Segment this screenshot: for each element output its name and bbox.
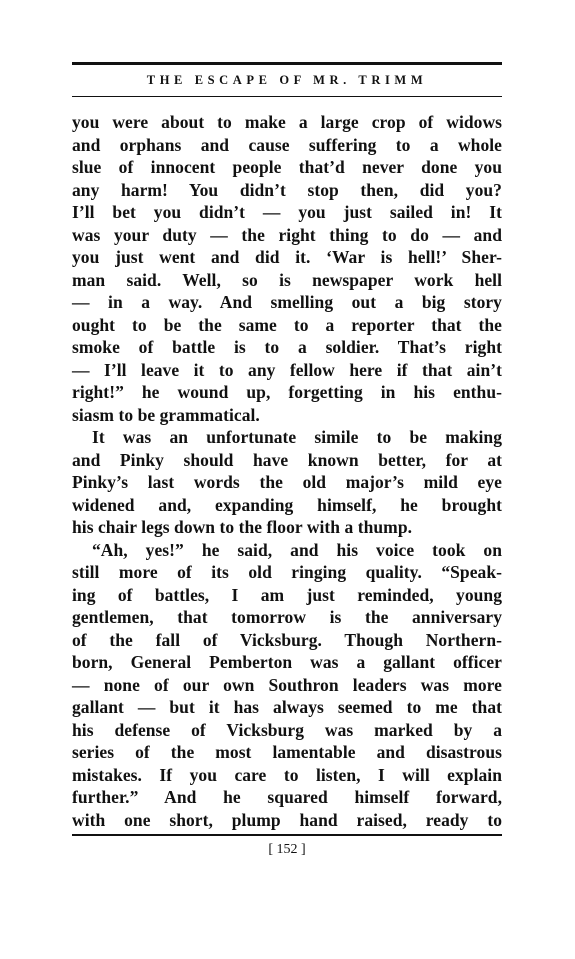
text-line: was your duty — the right thing to do — and — [72, 224, 502, 245]
text-line: mistakes. If you care to listen, I will explain — [72, 764, 502, 785]
text-line: further.” And he squared himself forward, — [72, 787, 502, 807]
text-line: siasm to be grammatical. — [72, 404, 260, 425]
text-line: — in a way. And smelling out a big story — [72, 292, 502, 312]
text-line: his defense of Vicksburg was marked by a — [72, 719, 502, 740]
text-line: you were about to make a large crop of widows — [72, 112, 502, 132]
top-rule — [72, 62, 502, 65]
text-line: — none of our own Southron leaders was more — [72, 674, 502, 695]
running-head: THE ESCAPE OF MR. TRIMM — [146, 73, 428, 87]
text-line: gallant — but it has always seemed to me that — [72, 697, 502, 717]
text-line: ought to be the same to a reporter that the — [72, 314, 502, 335]
header-rule — [72, 96, 502, 97]
text-line: man said. Well, so is newspaper work hell — [72, 269, 502, 290]
text-line: born, General Pemberton was a gallant officer — [72, 652, 502, 672]
text-line: and orphans and cause suffering to a whole — [72, 134, 502, 155]
text-line: gentlemen, that tomorrow is the anniversary — [72, 607, 502, 627]
text-line: widened and, expanding himself, he brought — [72, 494, 502, 515]
paragraph-start-line: “Ah, yes!” he said, and his voice took on — [92, 539, 502, 560]
text-line: series of the most lamentable and disastrous — [72, 742, 502, 762]
text-line: smoke of battle is to a soldier. That’s right — [72, 337, 502, 357]
text-line: any harm! You didn’t stop then, did you? — [72, 179, 502, 200]
text-line: of the fall of Vicksburg. Though Northern- — [72, 629, 502, 650]
text-line: — I’ll leave it to any fellow here if that ain’t — [72, 359, 502, 380]
text-line: Pinky’s last words the old major’s mild eye — [72, 472, 502, 492]
text-line: you just went and did it. ‘War is hell!’ Sher- — [72, 247, 502, 267]
text-line: I’ll bet you didn’t — you just sailed in! It — [72, 202, 502, 222]
text-line: slue of innocent people that’d never done you — [72, 157, 502, 177]
text-line: ing of battles, I am just reminded, young — [72, 584, 502, 605]
page-number: [ 152 ] — [268, 842, 306, 857]
body-text — [72, 111, 502, 831]
paragraph-start-line: It was an unfortunate simile to be making — [92, 427, 502, 447]
text-line: his chair legs down to the floor with a thump. — [72, 517, 413, 537]
text-line: right!” he wound up, forgetting in his enthu- — [72, 382, 502, 402]
text-line: with one short, plump hand raised, ready to — [72, 809, 502, 830]
text-line: and Pinky should have known better, for at — [72, 449, 502, 470]
book-page — [72, 62, 502, 858]
bottom-rule — [72, 834, 502, 836]
text-line: still more of its old ringing quality. “Speak- — [72, 562, 502, 582]
